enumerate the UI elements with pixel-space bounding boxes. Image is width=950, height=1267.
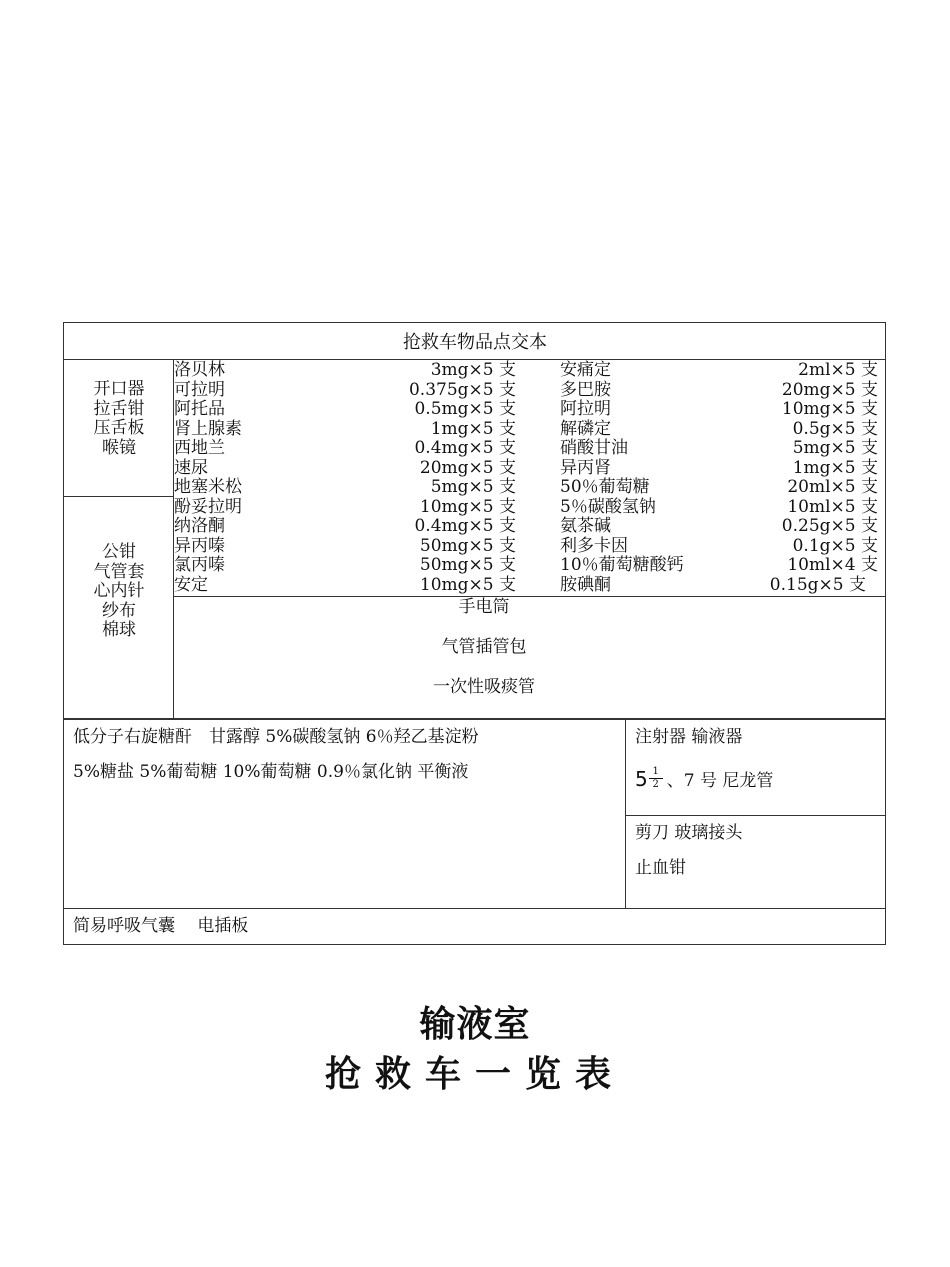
drug-row (560, 537, 878, 557)
devices-line-1: 注射器 输液器 (635, 727, 743, 747)
fluids-line-2: 5%糖盐 5%葡萄糖 10%葡萄糖 0.9％氯化钠 平衡液 (73, 762, 469, 782)
drug-dose: 20ml×5 支 (787, 477, 878, 497)
drug-row (560, 400, 878, 420)
drug-dose: 0.25g×5 支 (781, 516, 878, 536)
table-border-right (885, 322, 886, 945)
drug-name: 纳洛酮 (174, 516, 225, 536)
tool-item: 棉球 (102, 620, 136, 640)
drug-row (174, 420, 516, 440)
drug-row (174, 459, 516, 479)
drug-row (560, 517, 878, 537)
fraction-denominator: 2 (652, 779, 659, 790)
devices-line-4: 止血钳 (635, 858, 686, 878)
fraction-numerator: 1 (652, 766, 659, 777)
drug-dose: 10mg×5 支 (781, 399, 878, 419)
tool-item: 压舌板 (93, 418, 145, 438)
drug-dose: 0.375g×5 支 (408, 379, 516, 400)
drug-name: 异丙嗪 (174, 535, 225, 556)
needle-size-whole: 5 (635, 766, 648, 791)
heading-department: 输液室 (419, 1003, 531, 1045)
drug-name: 地塞米松 (174, 477, 242, 497)
drug-dose: 10mg×5 支 (419, 574, 516, 595)
drug-dose: 0.5g×5 支 (792, 418, 878, 439)
tool-item: 气管套 (93, 561, 145, 582)
drug-row (174, 400, 516, 420)
drug-row (560, 420, 878, 440)
drug-row (174, 537, 516, 557)
drug-row (560, 498, 878, 518)
drug-dose: 5mg×5 支 (792, 438, 878, 458)
drug-name: 硝酸甘油 (560, 438, 628, 458)
drug-dose: 10mg×5 支 (419, 496, 516, 517)
drug-dose: 20mg×5 支 (781, 379, 878, 400)
drug-dose: 10ml×4 支 (787, 555, 878, 575)
drug-dose: 0.5mg×5 支 (414, 399, 516, 419)
drug-row (174, 361, 516, 381)
drug-name: 阿托品 (174, 399, 225, 419)
upper-section-divider (63, 718, 886, 720)
bottom-row-divider (63, 908, 886, 909)
tools-group-1 (64, 380, 174, 458)
equipment-item: 一次性吸痰管 (433, 677, 535, 697)
drug-dose: 2ml×5 支 (798, 360, 878, 380)
devices-line-3: 剪刀 玻璃接头 (635, 823, 743, 843)
drug-dose: 50mg×5 支 (419, 535, 516, 556)
tool-item: 心内针 (93, 581, 145, 601)
needle-rest-text: 、7 号 尼龙管 (666, 771, 774, 791)
tool-item: 公钳 (102, 542, 136, 562)
drug-name: 速尿 (174, 457, 208, 478)
tools-group-2 (64, 543, 174, 641)
drug-name: 安痛定 (560, 360, 611, 380)
drug-dose: 0.4mg×5 支 (414, 438, 516, 458)
drug-name: 氨茶碱 (560, 516, 611, 536)
tools-group-divider (63, 496, 173, 497)
drug-name: 50％葡萄糖 (560, 477, 650, 497)
equipment-list (174, 597, 794, 717)
drug-dose: 50mg×5 支 (419, 555, 516, 575)
drug-name: 异丙肾 (560, 457, 611, 478)
fluids-devices-divider (625, 719, 626, 908)
drug-row (174, 478, 516, 498)
drug-row (174, 439, 516, 459)
drug-name: 5％碳酸氢钠 (560, 496, 656, 517)
drug-name: 10％葡萄糖酸钙 (560, 555, 684, 575)
heading-cart-list: 抢救车一览表 (324, 1053, 625, 1095)
drug-row (560, 576, 866, 596)
drug-name: 西地兰 (174, 438, 225, 458)
drug-name: 可拉明 (174, 379, 225, 400)
devices-needle-line (635, 766, 773, 791)
tool-item: 拉舌钳 (93, 398, 145, 419)
drug-name: 多巴胺 (560, 379, 611, 400)
tool-item: 纱布 (102, 600, 136, 621)
drug-name: 阿拉明 (560, 399, 611, 419)
drug-dose: 0.1g×5 支 (792, 535, 878, 556)
drug-row (560, 381, 878, 401)
drug-name: 利多卡因 (560, 535, 628, 556)
drug-dose: 0.15g×5 支 (769, 574, 866, 595)
drug-row (560, 361, 878, 381)
drug-name: 解磷定 (560, 418, 611, 439)
drug-name: 氯丙嗪 (174, 555, 225, 575)
drug-row (560, 459, 878, 479)
drug-name: 胺碘酮 (560, 574, 611, 595)
table-title: 抢救车物品点交本 (403, 332, 547, 353)
drug-name: 肾上腺素 (174, 418, 242, 439)
table-border-bottom (63, 944, 886, 945)
drug-row (174, 498, 516, 518)
drug-row (174, 381, 516, 401)
drug-dose: 0.4mg×5 支 (414, 516, 516, 536)
drug-row (174, 517, 516, 537)
fluids-line-1: 低分子右旋糖酐 甘露醇 5%碳酸氢钠 6％羟乙基淀粉 (73, 727, 479, 747)
drug-name: 洛贝林 (174, 360, 225, 380)
bottom-row-text: 简易呼吸气囊 电插板 (73, 916, 249, 936)
devices-divider (625, 815, 885, 816)
drug-dose: 20mg×5 支 (419, 457, 516, 478)
drug-row (560, 439, 878, 459)
drug-name: 安定 (174, 574, 208, 595)
tool-item: 开口器 (93, 379, 145, 399)
drug-dose: 5mg×5 支 (430, 477, 516, 497)
drug-dose: 1mg×5 支 (430, 418, 516, 439)
drug-row (560, 556, 878, 576)
equipment-item: 气管插管包 (441, 637, 527, 657)
drug-dose: 1mg×5 支 (792, 457, 878, 478)
drug-name: 酚妥拉明 (174, 496, 242, 517)
drug-row (560, 478, 878, 498)
drug-dose: 3mg×5 支 (430, 360, 516, 380)
drug-dose: 10ml×5 支 (787, 496, 878, 517)
equipment-item: 手电筒 (458, 597, 510, 617)
needle-size-fraction (649, 767, 663, 790)
drug-row (174, 556, 516, 576)
tool-item: 喉镜 (102, 437, 136, 458)
drug-row (174, 576, 516, 596)
